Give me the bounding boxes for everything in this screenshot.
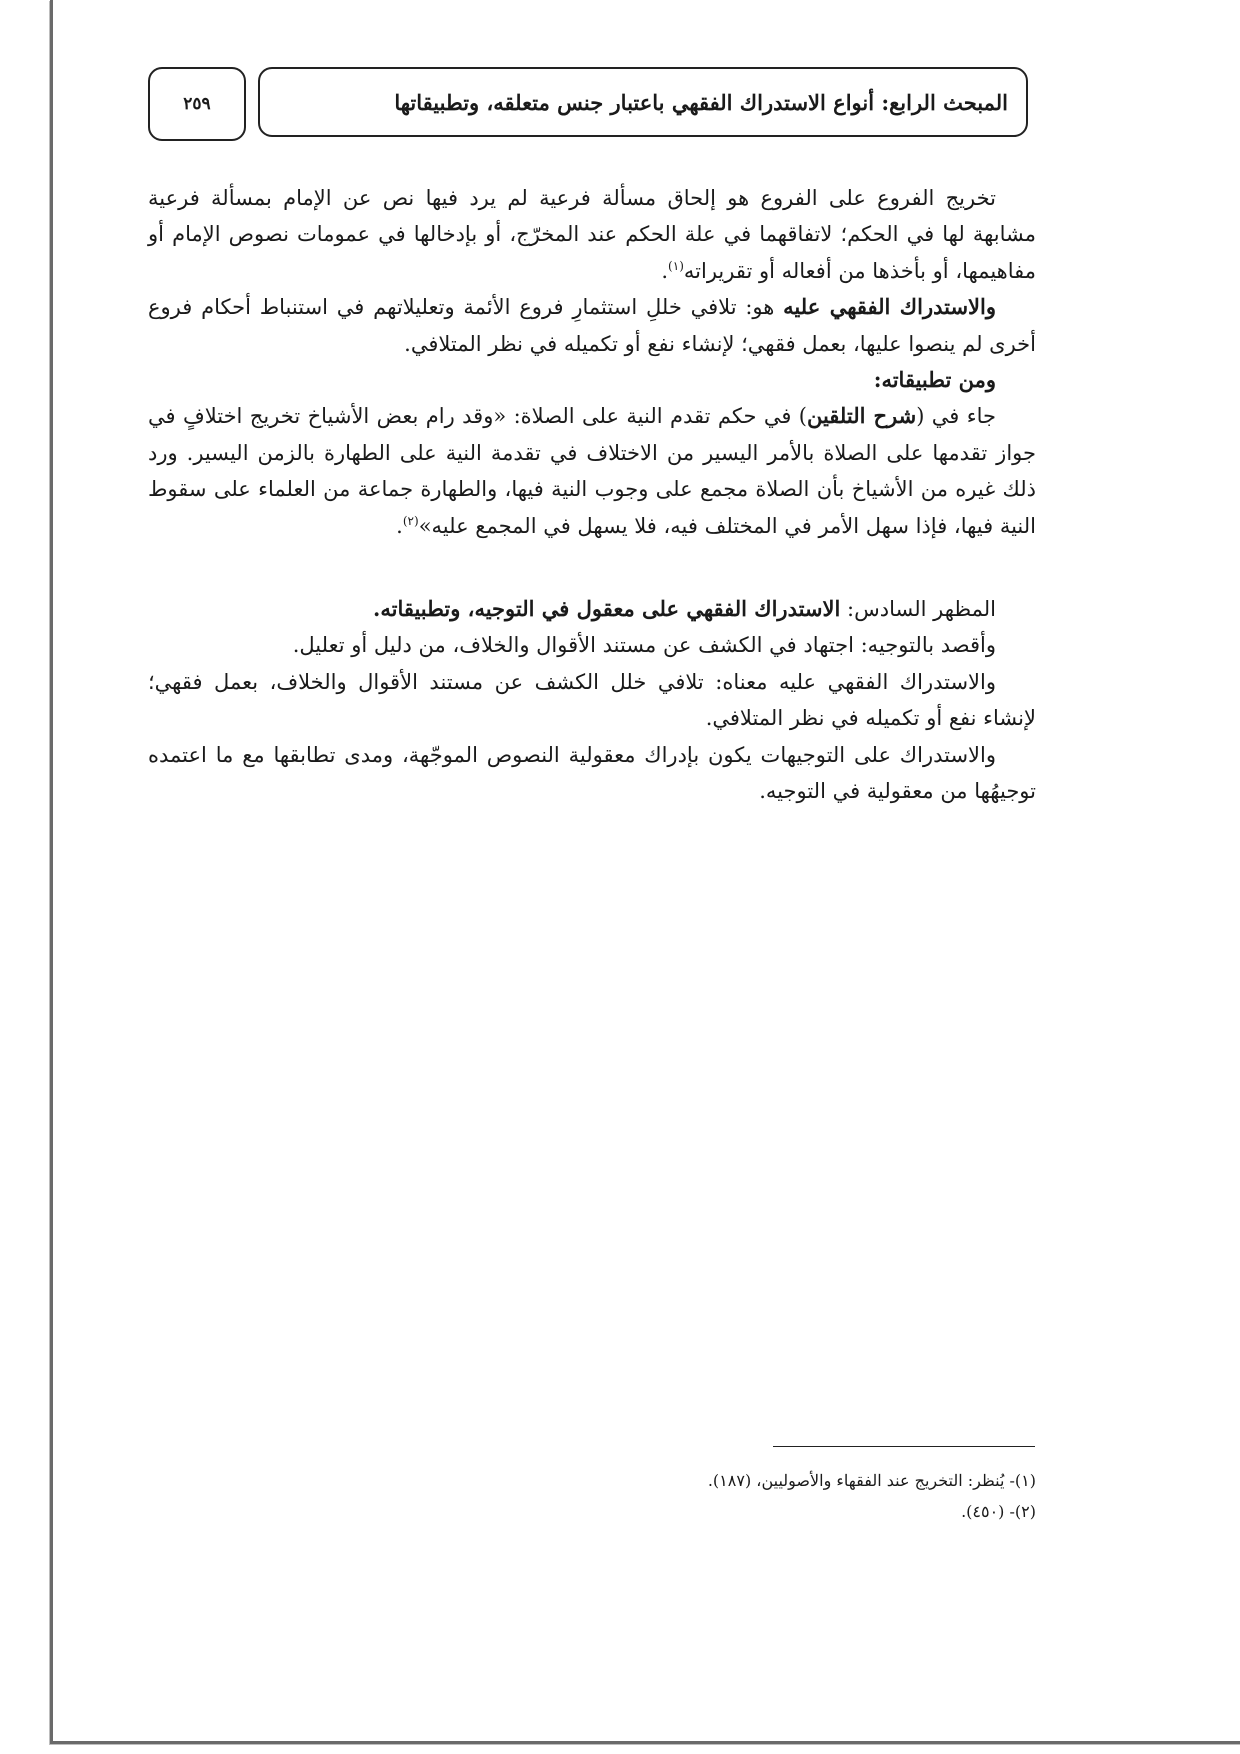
paragraph: والاستدراك الفقهي عليه هو: تلافي خللِ استثمارِ فروع الأئمة وتعليلاتهم في استنباط أحكام فروع أخرى لم ينصوا عليها، بعمل فقهي؛ لإنشاء نفع أو تكميله في نظر المتلافي. — [148, 294, 1036, 356]
paragraph: والاستدراك الفقهي عليه معناه: تلافي خلل الكشف عن مستند الأقوال والخلاف، بعمل فقهي؛ لإنشاء نفع أو تكميله في نظر المتلافي. — [148, 669, 1036, 731]
page-number: ٢٥٩ — [183, 94, 211, 114]
footnote-2: (٢)- (٤٥٠). — [961, 1502, 1036, 1521]
footnote-1: (١)- يُنظر: التخريج عند الفقهاء والأصوليين، (١٨٧). — [707, 1471, 1036, 1490]
main-text — [148, 180, 1036, 810]
paragraph: وأقصد بالتوجيه: اجتهاد في الكشف عن مستند الأقوال والخلاف، من دليل أو تعليل. — [292, 633, 996, 658]
page-number-box — [148, 67, 246, 141]
paragraph: تخريج الفروع على الفروع هو إلحاق مسألة فرعية لم يرد فيها نص عن الإمام بمسألة فرعية مشابهة لها في الحكم؛ لاتفاقهما في علة الحكم عند المخرّج، أو بإدخالها في عمومات نصوص الإمام أو مفاهيمها، أو بأخذها من أفعاله أو تقريراته$^{(١)}$. — [148, 186, 1036, 283]
section-subheading: ومن تطبيقاته: — [873, 367, 996, 393]
section-heading: المظهر السادس: الاستدراك الفقهي على معقول في التوجيه، وتطبيقاته. — [373, 596, 996, 622]
header-title-text: المبحث الرابع: أنواع الاستدراك الفقهي باعتبار جنس متعلقه، وتطبيقاتها — [394, 89, 1008, 115]
footnotes — [148, 1465, 1036, 1527]
section-gap — [148, 544, 1036, 591]
footnote-ref-1[interactable]: (١) — [668, 258, 684, 273]
footnote-ref-2[interactable]: (٢) — [402, 513, 419, 528]
footnote-divider — [773, 1446, 1035, 1447]
paragraph: جاء في (شرح التلقين) في حكم تقدم النية على الصلاة: «وقد رام بعض الأشياخ تخريج اختلافٍ في جواز تقدمها على الصلاة بالأمر اليسير من الاختلاف في تقدمة النية على الطهارة بالزمن اليسير. ورد ذلك غيره من الأشياخ بأن الصلاة مجمع على وجوب النية فيها، والطهارة جماعة من العلماء على سقوط النية فيها، فإذا سهل الأمر في المختلف فيه، فلا يسهل في المجمع عليه»$^{(٢)}$. — [148, 403, 1036, 538]
running-header-title — [258, 67, 1028, 137]
paragraph: والاستدراك على التوجيهات يكون بإدراك معقولية النصوص الموجّهة، ومدى تطابقها مع ما اعتمده توجيهُها من معقولية في التوجيه. — [148, 742, 1036, 804]
